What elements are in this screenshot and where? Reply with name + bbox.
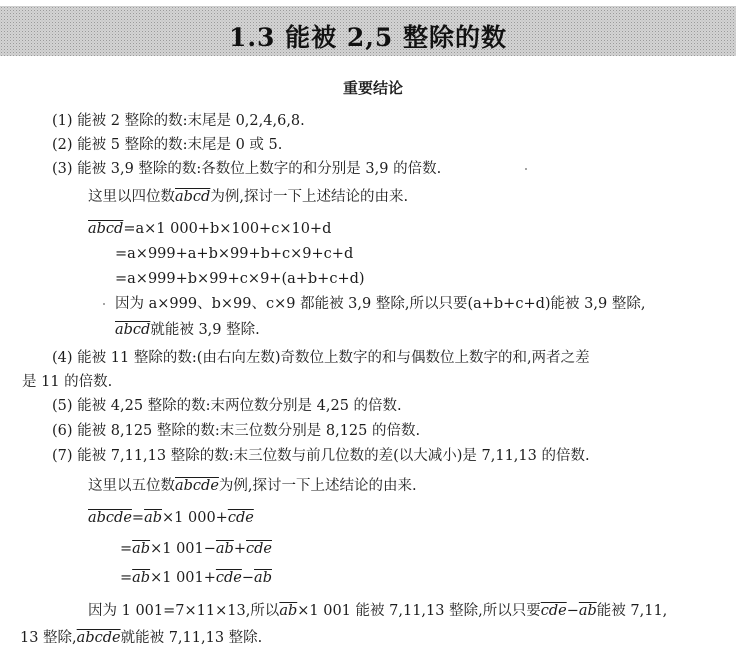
proof3-eq2: =a×999+a+b×99+b+c×9+c+d (115, 246, 354, 262)
rule-4-line2: 是 11 的倍数. (22, 374, 113, 390)
ab-overline: $\overline{ab}$ (215, 541, 234, 557)
times-1000: ×1 000+ (162, 510, 228, 526)
proof7-intro-b: 为例,探讨一下上述结论的由来. (218, 478, 417, 494)
abcde-overline: abcde (76, 630, 121, 646)
proof3-intro-a: 这里以四位数 (88, 189, 175, 205)
scan-speck (103, 303, 105, 305)
title-band (0, 6, 736, 56)
proof7-intro (88, 476, 417, 496)
ab-overline: $\overline{ab}$ (132, 541, 151, 557)
rule-4-line1: (4) 能被 11 整除的数:(由右向左数)奇数位上数字的和与偶数位上数字的和,两者之差 (52, 350, 590, 366)
proof3-intro-b: 为例,探讨一下上述结论的由来. (210, 189, 409, 205)
proof3-conclusion (115, 320, 260, 340)
last-a: 13 整除, (20, 630, 77, 646)
proof7-eq3 (120, 568, 272, 588)
times-1001-minus: ×1 001− (150, 541, 216, 557)
eq-sign: = (120, 541, 133, 557)
proof3-because: 因为 a×999、b×99、c×9 都能被 3,9 整除,所以只要(a+b+c+d)能被 3,9 整除, (115, 296, 646, 312)
because-c: 能被 7,11, (596, 603, 668, 619)
rule-2: (2) 能被 5 整除的数:末尾是 0 或 5. (52, 137, 283, 153)
abcd-overline: abcd (115, 322, 151, 338)
because-b: ×1 001 能被 7,11,13 整除,所以只要 (297, 603, 541, 619)
eq-sign: = (120, 570, 133, 586)
ab-overline: $\overline{ab}$ (279, 603, 298, 619)
abcde-overline: abcde (175, 478, 219, 494)
minus-sign: − (241, 570, 255, 586)
rule-7: (7) 能被 7,11,13 整除的数:末三位数与前几位数的差(以大减小)是 7,11,13 的倍数. (52, 448, 590, 464)
minus-sign: − (566, 603, 579, 619)
cde-overline: $\overline{cde}$ (246, 541, 272, 557)
rule-1: (1) 能被 2 整除的数:末尾是 0,2,4,6,8. (52, 113, 305, 129)
proof7-eq2 (120, 539, 272, 559)
cde-overline: $\overline{cde}$ (227, 510, 254, 526)
proof7-because (88, 601, 667, 621)
eq-sign: = (131, 510, 145, 526)
cde-overline: $\overline{cde}$ (215, 570, 242, 586)
proof3-intro (88, 187, 408, 207)
times-1001-plus: ×1 001+ (150, 570, 216, 586)
ab-overline: $\overline{ab}$ (132, 570, 151, 586)
proof3-concl-b: 就能被 3,9 整除. (150, 322, 260, 338)
plus-sign: + (233, 541, 246, 557)
ab-overline: $\overline{ab}$ (578, 603, 597, 619)
rule-5: (5) 能被 4,25 整除的数:末两位数分别是 4,25 的倍数. (52, 398, 402, 414)
section-subtitle: 重要结论 (342, 79, 403, 97)
proof3-eq1-rhs: =a×1 000+b×100+c×10+d (123, 221, 332, 237)
page-title: 1.3 能被 2,5 整除的数 (228, 23, 508, 52)
proof3-eq3: =a×999+b×99+c×9+(a+b+c+d) (115, 271, 365, 287)
last-b: 就能被 7,11,13 整除. (120, 630, 263, 646)
proof3-eq1 (88, 219, 331, 239)
because-a: 因为 1 001=7×11×13,所以 (88, 603, 280, 619)
rule-6: (6) 能被 8,125 整除的数:末三位数分别是 8,125 的倍数. (52, 423, 421, 439)
abcd-overline: abcd (175, 189, 211, 205)
rule-3: (3) 能被 3,9 整除的数:各数位上数字的和分别是 3,9 的倍数. (52, 161, 442, 177)
abcde-overline: abcde (88, 510, 132, 526)
abcd-overline: abcd (88, 221, 124, 237)
proof7-eq1 (88, 508, 254, 528)
ab-overline: $\overline{ab}$ (144, 510, 163, 526)
cde-overline: $\overline{cde}$ (540, 603, 567, 619)
scan-speck (525, 168, 527, 170)
proof7-conclusion (20, 628, 262, 648)
ab-overline: $\overline{ab}$ (254, 570, 272, 586)
proof7-intro-a: 这里以五位数 (88, 478, 175, 494)
